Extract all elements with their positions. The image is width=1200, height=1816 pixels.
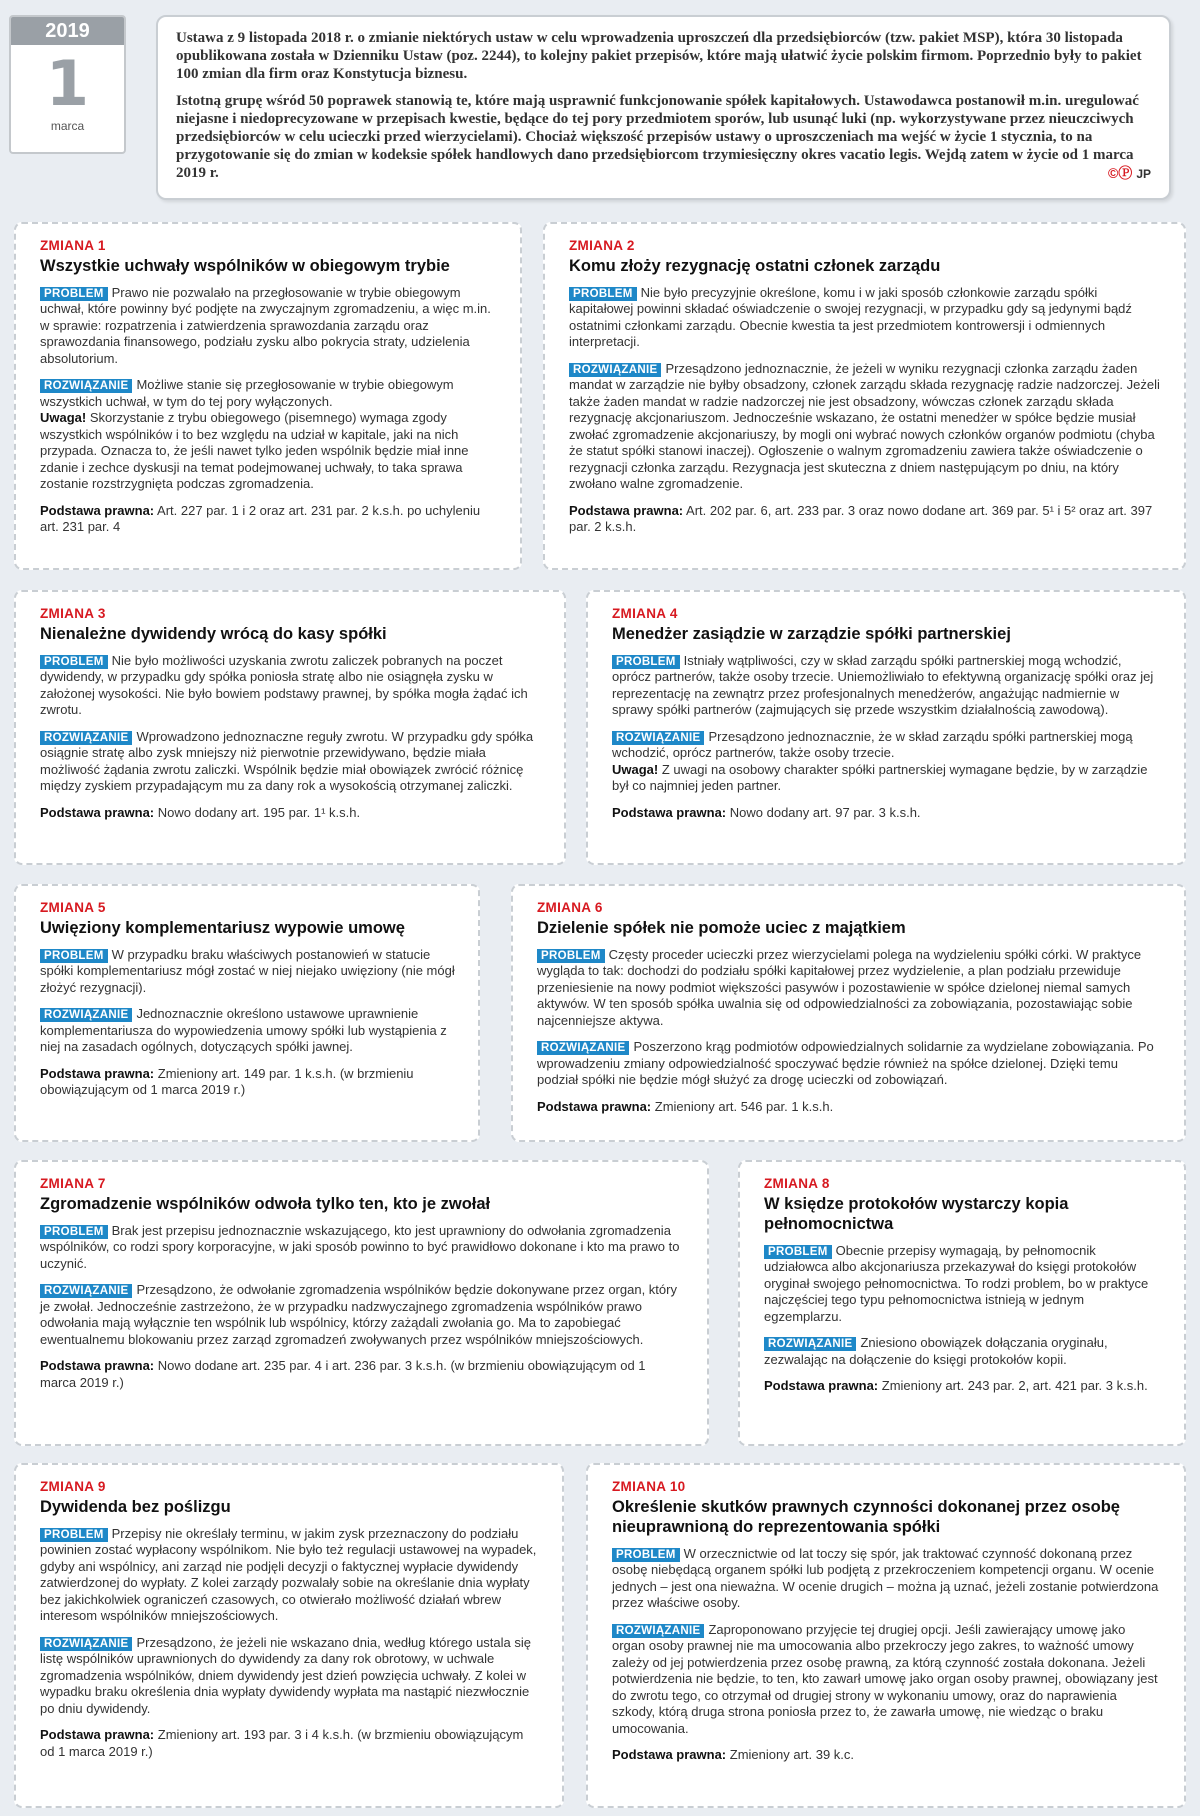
solution-tag: ROZWIĄZANIE [40,731,132,745]
intro-box [156,15,1171,200]
legal-basis-label: Podstawa prawna: [40,1727,155,1742]
legal-basis-text: Zmieniony art. 546 par. 1 k.s.h. [654,1098,834,1114]
solution-text: Przesądzono jednoznacznie, że jeżeli w wyniku rezygnacji członka zarządu żaden mandat w zarządzie nie byłby obsadzony, członek zarządu składa rezygnację radzie nadzorczej. Jeżeli także żaden mandat w radzie nadzorczej nie jest obsadzony, wówczas członek zarządu składa rezygnację akcjonariuszom. Jednocześnie wskazano, że ostatni menedżer w spółce będzie musiał zwołać zgromadzenie akcjonariuszy, by mogli oni wybrać nowych członków organów podmiotu (chyba że statut spółki stanowi inaczej). Ogłoszenie o walnym zgromadzeniu zawiera także oświadczenie o rezygnacji członka zarządu. Rezygnacja jest skuteczna z dniem następującym po dniu, na który zwołano walne zgromadzenie. [569,360,1160,491]
solution-section [40,377,498,493]
problem-section [764,1243,1162,1326]
legal-basis-text: Zmieniony art. 243 par. 2, art. 421 par. 3 k.s.h. [881,1378,1148,1393]
problem-tag: PROBLEM [40,287,108,301]
problem-tag: PROBLEM [764,1245,832,1259]
calendar-date [9,15,126,154]
problem-section [569,285,1162,351]
change-title: Dzielenie spółek nie pomoże uciec z majątkiem [537,918,906,937]
problem-tag: PROBLEM [569,287,637,301]
intro-paragraph-1: Ustawa z 9 listopada 2018 r. o zmianie niektórych ustaw w celu wprowadzenia uproszczeń dla przedsiębiorców (tzw. pakiet MSP), która 30 listopada opublikowana została w Dzienniku Ustaw (poz. 2244), to kolejny pakiet przepisów, które mają ułatwić życie polskim firmom. Poprzednio były to pakiet 100 zmian dla firm oraz Konstytucja biznesu. [176,30,1142,82]
change-number: ZMIANA 3 [40,606,106,621]
note-text: Z uwagi na osobowy charakter spółki partnerskiej wymagane będzie, by w zarządzie był co najmniej jeden partner. [612,761,1148,793]
solution-section [40,1635,540,1718]
solution-text: Zaproponowano przyjęcie tej drugiej opcji. Jeśli zawierający umowę jako organ osoby prawnej nie ma umocowania albo przekroczy jego zakres, to ważność umowy zależy od jej potwierdzenia przez osobę prawną, za którą czynność została dokonana. Jeżeli potwierdzenia nie będzie, to ten, kto zawarł umowę jako organ osoby prawnej, obowiązany jest do zwrotu tego, co otrzymał od drugiej strony w wykonaniu umowy, oraz do naprawienia szkody, którą druga strona poniosła przez to, że zawarła umowę, nie wiedząc o braku umocowania. [612,1621,1158,1736]
legal-basis-text: Art. 227 par. 1 i 2 oraz art. 231 par. 2 k.s.h. po uchyleniu art. 231 par. 4 [40,502,481,534]
change-title: Uwięziony komplementariusz wypowie umowę [40,918,405,937]
legal-basis [612,805,1162,822]
solution-section [40,1282,685,1348]
change-card-7 [14,1160,709,1446]
change-card-9 [14,1463,564,1808]
note-text: Skorzystanie z trybu obiegowego (pisemnego) wymaga zgody wszystkich wspólników i to bez względu na udział w kapitale, jaki na nich przypada. Oznacza to, że jeśli nawet tylko jeden wspólnik będzie miał inne zdanie i zechce dyskusji na temat podejmowanej uchwały, to taka sprawa zostanie rozstrzygnięta podczas zgromadzenia. [40,410,469,491]
calendar-day: 1 [45,47,90,120]
problem-tag: PROBLEM [40,655,108,669]
legal-basis [40,1066,456,1099]
problem-text: Prawo nie pozwalało na przegłosowanie w trybie obiegowym uchwał, które powinny być podjęte na zwyczajnym zgromadzeniu, a więc m.in. w sprawie: rozpatrzenia i zatwierdzenia sprawozdania zarządu oraz sprawozdania finansowego, podziału zysku albo pokrycia straty, udzielenia absolutorium. [40,284,491,366]
problem-text: Nie było możliwości uzyskania zwrotu zaliczek pobranych na poczet dywidendy, w przypadku gdy spółka poniosła stratę albo nie osiągnęła zysku w założonej wysokości. Nie było bowiem podstawy prawnej, by spółka mogła żądać ich zwrotu. [40,652,528,717]
change-title: Nienależne dywidendy wrócą do kasy spółki [40,624,387,643]
legal-basis [40,503,498,536]
problem-section [537,947,1162,1030]
change-number: ZMIANA 7 [40,1176,106,1191]
note-label: Uwaga! [612,761,659,777]
problem-tag: PROBLEM [612,1548,680,1562]
problem-section [40,947,456,997]
solution-text: Przesądzono jednoznacznie, że w skład zarządu spółki partnerskiej mogą wchodzić, oprócz partnerów, także osoby trzecie. [612,728,1133,760]
change-number: ZMIANA 9 [40,1479,106,1494]
change-number: ZMIANA 10 [612,1479,686,1494]
change-card-5 [14,884,480,1142]
legal-basis-label: Podstawa prawna: [40,1358,155,1373]
solution-section [612,729,1162,795]
calendar-month: marca [50,119,85,133]
legal-basis-text: Art. 202 par. 6, art. 233 par. 3 oraz nowo dodane art. 369 par. 5¹ i 5² oraz art. 397 par. 2 k.s.h. [569,502,1153,534]
change-number: ZMIANA 1 [40,238,106,253]
change-title: Komu złoży rezygnację ostatni członek zarządu [569,256,941,275]
legal-basis-text: Zmieniony art. 39 k.c. [729,1747,855,1762]
solution-tag: ROZWIĄZANIE [40,1284,132,1298]
legal-basis-text: Nowo dodany art. 97 par. 3 k.s.h. [729,804,921,820]
change-title: Określenie skutków prawnych czynności dokonanej przez osobę nieuprawnioną do reprezentowania spółki [612,1497,1120,1536]
change-card-3 [14,590,566,865]
legal-basis-label: Podstawa prawna: [40,804,155,820]
signature [1108,164,1151,183]
solution-text: Wprowadzono jednoznaczne reguły zwrotu. W przypadku gdy spółka osiągnie stratę albo zysk mniejszy niż pierwotnie przewidywano, będzie miała możliwość żądania zwrotu zaliczki. Wspólnik będzie miał obowiązek zwrócić różnicę między zyskiem przypadającym mu za dany rok a wysokością otrzymanej zaliczki. [40,728,534,793]
problem-tag: PROBLEM [40,1528,108,1542]
change-number: ZMIANA 8 [764,1176,830,1191]
change-title: Zgromadzenie wspólników odwoła tylko ten, kto je zwołał [40,1194,491,1213]
problem-text: Częsty proceder ucieczki przez wierzycielami polega na wydzieleniu spółki córki. W praktyce wygląda to tak: dochodzi do podziału spółki kapitałowej przez wydzielenie, a plan podziału przewiduje przeniesienie na nowy podmiot większości pasywów i pozostawienie w spółce dzielonej niemal samych aktywów. W ten sposób spółka uwalnia się od odpowiedzialności za zobowiązania, pozostawiając sobie najcenniejsze aktywa. [537,946,1142,1028]
copyright-icon: ©Ⓟ [1107,165,1133,181]
problem-text: Przepisy nie określały terminu, w jakim zysk przeznaczony do podziału powinien zostać wypłacony wspólnikom. Nie było też regulacji ustawowej na wypadek, gdyby ani wspólnicy, ani zarząd nie podjęli decyzji o faktycznej wypłacie dywidendy zatwierdzonej do wypłaty. Z kolei zarządy pozwalały sobie na określanie dnia wypłaty bez jakichkolwiek ograniczeń czasowych, co otwierało możliwość działań wbrew interesom wspólników mniejszościowych. [40,1525,537,1623]
legal-basis-text: Zmieniony art. 193 par. 3 i 4 k.s.h. (w brzmieniu obowiązującym od 1 marca 2019 r.) [40,1727,524,1759]
solution-tag: ROZWIĄZANIE [612,731,704,745]
solution-section [764,1335,1162,1368]
solution-tag: ROZWIĄZANIE [537,1041,629,1055]
problem-section [612,1546,1162,1612]
problem-text: Nie było precyzyjnie określone, komu i w jaki sposób członkowie zarządu spółki kapitałowej powinni składać oświadczenie o swojej rezygnacji, w przypadku gdy są jedynymi bądź ostatnimi członkami zarządu. Obecnie kwestia ta jest przedmiotem kontrowersji i odmiennych interpretacji. [569,284,1132,349]
problem-section [40,1223,685,1273]
change-title: W księdze protokołów wystarczy kopia pełnomocnictwa [764,1194,1069,1233]
problem-tag: PROBLEM [612,655,680,669]
solution-text: Przesądzono, że jeżeli nie wskazano dnia, według którego ustala się listę wspólników uprawnionych do dywidendy za dany rok obrotowy, w uchwale zgromadzenia wspólników, dniem dywidendy jest dzień powzięcia uchwały. Z kolei w wypadku braku określenia dnia wypłaty dywidendy wypłata ma nastąpić niezwłocznie po dniu dywidendy. [40,1634,532,1716]
legal-basis [537,1099,1162,1116]
legal-basis-label: Podstawa prawna: [40,1065,155,1081]
problem-section [612,653,1162,719]
change-card-8 [738,1160,1186,1446]
change-number: ZMIANA 6 [537,900,603,915]
solution-text: Jednoznacznie określono ustawowe uprawnienie komplementariusza do wypowiedzenia umowy spółki lub wystąpienia z niej na zasadach ogólnych, dotyczących spółki jawnej. [40,1006,447,1054]
solution-tag: ROZWIĄZANIE [40,379,132,393]
change-title: Wszystkie uchwały wspólników w obiegowym trybie [40,256,450,275]
author-initials: JP [1136,167,1151,181]
legal-basis-label: Podstawa prawna: [612,804,727,820]
problem-section [40,1526,540,1625]
solution-section [612,1622,1162,1738]
change-card-4 [586,590,1186,865]
problem-tag: PROBLEM [537,949,605,963]
legal-basis-label: Podstawa prawna: [569,502,684,518]
solution-section [537,1039,1162,1089]
legal-basis [40,805,542,822]
legal-basis-text: Nowo dodany art. 195 par. 1¹ k.s.h. [157,804,361,820]
legal-basis-label: Podstawa prawna: [764,1378,879,1393]
legal-basis-label: Podstawa prawna: [40,502,155,518]
intro-paragraph-2: Istotną grupę wśród 50 poprawek stanowią te, które mają usprawnić funkcjonowanie spółek kapitałowych. Ustawodawca postanowił m.in. uregulować niejasne i niedoprecyzowane w przepisach kwestie, będące do tej pory przedmiotem sporów, lub usunąć luki (np. wykorzystywane przez nieuczciwych przedsiębiorców w celu ucieczki przed wierzycielami). Chociaż większość przepisów ustawy o uproszczeniach ma wejść w życie 1 stycznia, to na przygotowanie się do zmian w kodeksie spółek handlowych dano przedsiębiorcom trzymiesięczny okres vacatio legis. Wejdą zatem w życie od 1 marca 2019 r. ©Ⓟ JP [176,93,1151,181]
change-number: ZMIANA 2 [569,238,635,253]
legal-basis [40,1727,540,1760]
problem-text: Obecnie przepisy wymagają, by pełnomocnik udziałowca albo akcjonariusza przekazywał do księgi protokołów oryginał swojego pełnomocnictwa. To rodzi problem, bo w praktyce najczęściej tego typu pełnomocnictwa istnieją w jednym egzemplarzu. [764,1242,1149,1324]
legal-basis [612,1747,1162,1764]
problem-section [40,653,542,719]
problem-text: Istniały wątpliwości, czy w skład zarządu spółki partnerskiej mogą wchodzić, oprócz partnerów, także osoby trzecie. Uniemożliwiało to efektywną organizację spółki oraz jej reprezentację na zewnątrz przez profesjonalnych menedżerów, angażując nadmiernie w sprawy spółki partnerów (zajmujących się przede wszystkim działalnością zawodową). [612,652,1154,717]
solution-section [40,729,542,795]
change-card-1 [14,222,522,570]
solution-tag: ROZWIĄZANIE [40,1008,132,1022]
change-title: Menedżer zasiądzie w zarządzie spółki partnerskiej [612,624,1011,643]
change-card-6 [511,884,1186,1142]
solution-tag: ROZWIĄZANIE [40,1637,132,1651]
problem-section [40,285,498,368]
note-label: Uwaga! [40,410,87,425]
solution-tag: ROZWIĄZANIE [612,1624,704,1638]
solution-text: Przesądzono, że odwołanie zgromadzenia wspólników będzie dokonywane przez organ, który je zwołał. Jednocześnie zastrzeżono, że w przypadku nadzwyczajnego zgromadzenia wspólników prawo odwołania mają wyłącznie ten wspólnik lub wspólnicy, którzy zażądali zwołania go. Ma to zapobiegać ewentualnemu blokowaniu przez zarząd zgromadzeń zwoływanych przez wspólników mniejszościowych. [40,1282,677,1347]
problem-text: W przypadku braku właściwych postanowień w statucie spółki komplementariusz mógł zostać w niej niejako uwięziony (nie mógł złożyć rezygnacji). [40,946,455,995]
solution-tag: ROZWIĄZANIE [764,1337,856,1351]
solution-section [40,1006,456,1056]
legal-basis [40,1358,685,1391]
solution-section [569,361,1162,493]
change-title: Dywidenda bez poślizgu [40,1497,231,1516]
legal-basis [569,503,1162,536]
legal-basis-text: Nowo dodane art. 235 par. 4 i art. 236 par. 3 k.s.h. (w brzmieniu obowiązującym od 1 marca 2019 r.) [40,1358,646,1390]
solution-tag: ROZWIĄZANIE [569,363,661,377]
solution-text: Poszerzono krąg podmiotów odpowiedzialnych solidarnie za wydzielane zobowiązania. Po wprowadzeniu zmiany odpowiedzialność spoczywać będzie również na spółce dzielonej. Dzięki temu podział spółki nie będzie mógł służyć za drogę ucieczki od zobowiązań. [537,1039,1154,1087]
solution-text: Możliwe stanie się przegłosowanie w trybie obiegowym wszystkich uchwał, w tym do tej pory wyłączonych. [40,377,454,409]
solution-text: Zniesiono obowiązek dołączania oryginału, zezwalając na dołączenie do księgi protokołów kopii. [764,1335,1108,1367]
problem-tag: PROBLEM [40,1225,108,1239]
change-card-2 [543,222,1186,570]
legal-basis [764,1378,1162,1395]
legal-basis-text: Zmieniony art. 149 par. 1 k.s.h. (w brzmieniu obowiązującym od 1 marca 2019 r.) [40,1065,414,1097]
calendar-year: 2019 [11,17,124,45]
legal-basis-label: Podstawa prawna: [612,1747,727,1762]
change-card-10 [586,1463,1186,1808]
problem-text: Brak jest przepisu jednoznacznie wskazującego, kto jest uprawniony do odwołania zgromadzenia wspólników, co rodzi spory korporacyjne, w jaki sposób powinno to być prawidłowo dokonane i kto ma prawo to uczynić. [40,1222,680,1271]
problem-tag: PROBLEM [40,949,108,963]
change-number: ZMIANA 4 [612,606,678,621]
legal-basis-label: Podstawa prawna: [537,1098,652,1114]
problem-text: W orzecznictwie od lat toczy się spór, jak traktować czynność dokonaną przez osobę niebędącą organem spółki lub podjętą z przekroczeniem kompetencji organu. W ocenie jednych – jest ona nieważna. W ocenie drugich – można ją uznać, jeżeli zostanie potwierdzona przez właściwe osoby. [612,1545,1159,1610]
change-number: ZMIANA 5 [40,900,106,915]
